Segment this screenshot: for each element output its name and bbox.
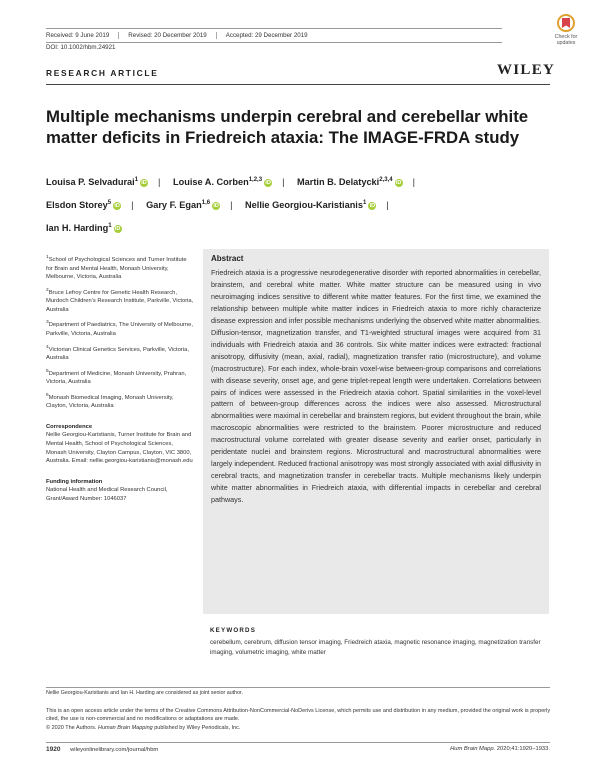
received-date: Received: 9 June 2019	[46, 32, 119, 39]
orcid-icon[interactable]: iD	[395, 180, 402, 187]
funding-heading: Funding information	[46, 478, 103, 485]
author[interactable]: Louise A. Corben$^{1,2,3}$iD	[172, 177, 271, 188]
keywords-heading: KEYWORDS	[210, 627, 257, 634]
check-for-updates-badge[interactable]	[546, 14, 584, 50]
orcid-icon[interactable]: iD	[369, 203, 376, 210]
doi[interactable]: DOI: 10.1002/hbm.24921	[46, 44, 116, 51]
correspondence-text: Nellie Georgiou-Karistianis, Turner Institute for Brain and Mental Health, School of Psychological Sciences, Monash University, Clayton Campus, Clayton, VIC 3800, Australia. Email: nellie.georgiou-karistianis@monash.edu	[46, 432, 193, 465]
affiliation: $^2$Bruce Lefroy Centre for Genetic Health Research, Murdoch Children's Research Institute, Parkville, Victoria, Australia	[46, 287, 194, 313]
affiliation: $^3$Department of Paediatrics, The University of Melbourne, Parkville, Victoria, Australia	[46, 320, 193, 337]
footnote: Nellie Georgiou-Karistianis and Ian H. Harding are considered as joint senior author.	[46, 690, 243, 696]
orcid-icon[interactable]: iD	[213, 203, 219, 210]
affiliation: $^6$Monash Biomedical Imaging, Monash University, Clayton, Victoria, Australia	[46, 392, 174, 410]
keywords-text: cerebellum, cerebrum, diffusion tensor imaging, Friedreich ataxia, magnetic resonance imaging, magnetization transfer imaging, volumetric imaging, white matter	[210, 639, 541, 656]
correspondence-heading: Correspondence	[46, 423, 93, 430]
footnote-divider	[46, 687, 550, 688]
license-text: This is an open access article under the terms of the Creative Commons Attribution-NonCommercial-NoDerivs License, which permits use and distribution in any medium, provided the original work is properly cited, the use is non-commercial and no modifications or adaptations are made.	[46, 708, 551, 723]
footer-divider	[46, 742, 550, 743]
author[interactable]: Elsdon Storey$^5$iD	[46, 200, 120, 211]
orcid-icon[interactable]: iD	[265, 180, 271, 187]
header-divider	[46, 84, 550, 85]
abstract-text: Friedreich ataxia is a progressive neurodegenerative disorder with reported abnormalities in cerebellar, brainstem, and cerebral white matter. White matter structure can be measured using in vivo neuroimaging indices sensitive to different white matter features. For the first time, we examined the relationship between multiple white matter indices in Friedreich ataxia to more richly characterize disease expression and infer possible mechanisms underlying the observed white matter abnormalities. Diffusion-tensor, magnetization transfer, and T1-weighted structural images were acquired from 31 individuals with Friedreich ataxia and 36 controls. Six white matter indices were extracted: fractional anisotropy, diffusivity (mean, axial, radial), magnetization transfer ratio (microstructure), and volume (macrostructure). For each index, whole-brain voxel-wise between-group comparisons and correlations with disease severity, onset age, and gene triplet-repeat length were undertaken. Correlations between pairs of indices were assessed in the Friedreich ataxia cohort. Spatial similarities in the voxel-level pattern of between-group differences across the indices were also assessed. Microstructural abnormalities were maximal in cerebellar and brainstem regions, but evident throughout the brain, while macroscopic abnormalities were restricted to the brainstem. Poorer microstructure and reduced macrostructural volume correlated with greater disease severity and earlier onset, particularly in peridentate nuclei and brainstem regions. Microstructural and macrostructural abnormalities were largely independent. Reduced fractional anisotropy was most strongly associated with axial diffusivity in cerebral tracts, and magnetization transfer in cerebellar tracts. Multiple mechanisms likely underpin white matter abnormalities in Friedreich ataxia, with differential impacts in cerebellar and cerebral pathways.	[211, 268, 541, 505]
page-number: 1920	[46, 746, 61, 753]
author[interactable]: Nellie Georgiou-Karistianis$^1$iD	[245, 200, 376, 211]
orcid-icon[interactable]: iD	[114, 226, 121, 233]
side-column	[46, 254, 194, 509]
badge-label: Check for updates	[554, 34, 578, 46]
copyright-line: © 2020 The Authors. Human Brain Mapping published by Wiley Periodicals, Inc.	[46, 724, 241, 731]
orcid-icon[interactable]: iD	[141, 180, 147, 187]
journal-url[interactable]: wileyonlinelibrary.com/journal/hbm	[70, 747, 159, 753]
accepted-date: Accepted: 29 December 2019	[225, 32, 308, 39]
article-title: Multiple mechanisms underpin cerebral and cerebellar white matter deficits in Friedreich ataxia: The IMAGE-FRDA study	[46, 107, 529, 147]
license-block	[46, 707, 551, 732]
publisher-logo: WILEY	[497, 62, 556, 78]
affiliation: $^5$Department of Medicine, Monash University, Prahran, Victoria, Australia	[46, 368, 187, 386]
citation: Hum Brain Mapp. 2020;41:1920–1933.	[450, 746, 550, 752]
affiliation: $^1$School of Psychological Sciences and Turner Institute for Brain and Mental Health, Monash University, Melbourne, Victoria, Australia	[46, 255, 187, 281]
author[interactable]: Gary F. Egan$^{1,6}$iD	[146, 200, 219, 211]
author-list: Louisa P. Selvadurai$^1$iD | Louise A. Corben$^{1,2,3}$iD | Martin B. Delatycki$^{2,3,4}$iD | Elsdon Storey$^5$iD | Gary F. Egan$^{1,6}$iD | Nellie Georgiou-Karistianis$^1$iD | Ian H. Harding$^1$iD	[46, 177, 415, 234]
author[interactable]: Ian H. Harding$^1$iD	[46, 223, 121, 234]
abstract-box	[203, 249, 549, 614]
orcid-icon[interactable]: iD	[114, 203, 120, 210]
affiliation: $^4$Victorian Clinical Genetics Services, Parkville, Victoria, Australia	[46, 344, 189, 362]
author[interactable]: Martin B. Delatycki$^{2,3,4}$iD	[297, 177, 402, 188]
funding-text: National Health and Medical Research Council, Grant/Award Number: 1046037	[46, 487, 168, 502]
dates-bar	[46, 28, 502, 43]
abstract-heading: Abstract	[211, 254, 244, 263]
author[interactable]: Louisa P. Selvadurai$^1$iD	[46, 177, 147, 188]
page-footer	[46, 746, 550, 756]
article-type: RESEARCH ARTICLE	[46, 68, 159, 78]
revised-date: Revised: 20 December 2019	[128, 32, 216, 39]
